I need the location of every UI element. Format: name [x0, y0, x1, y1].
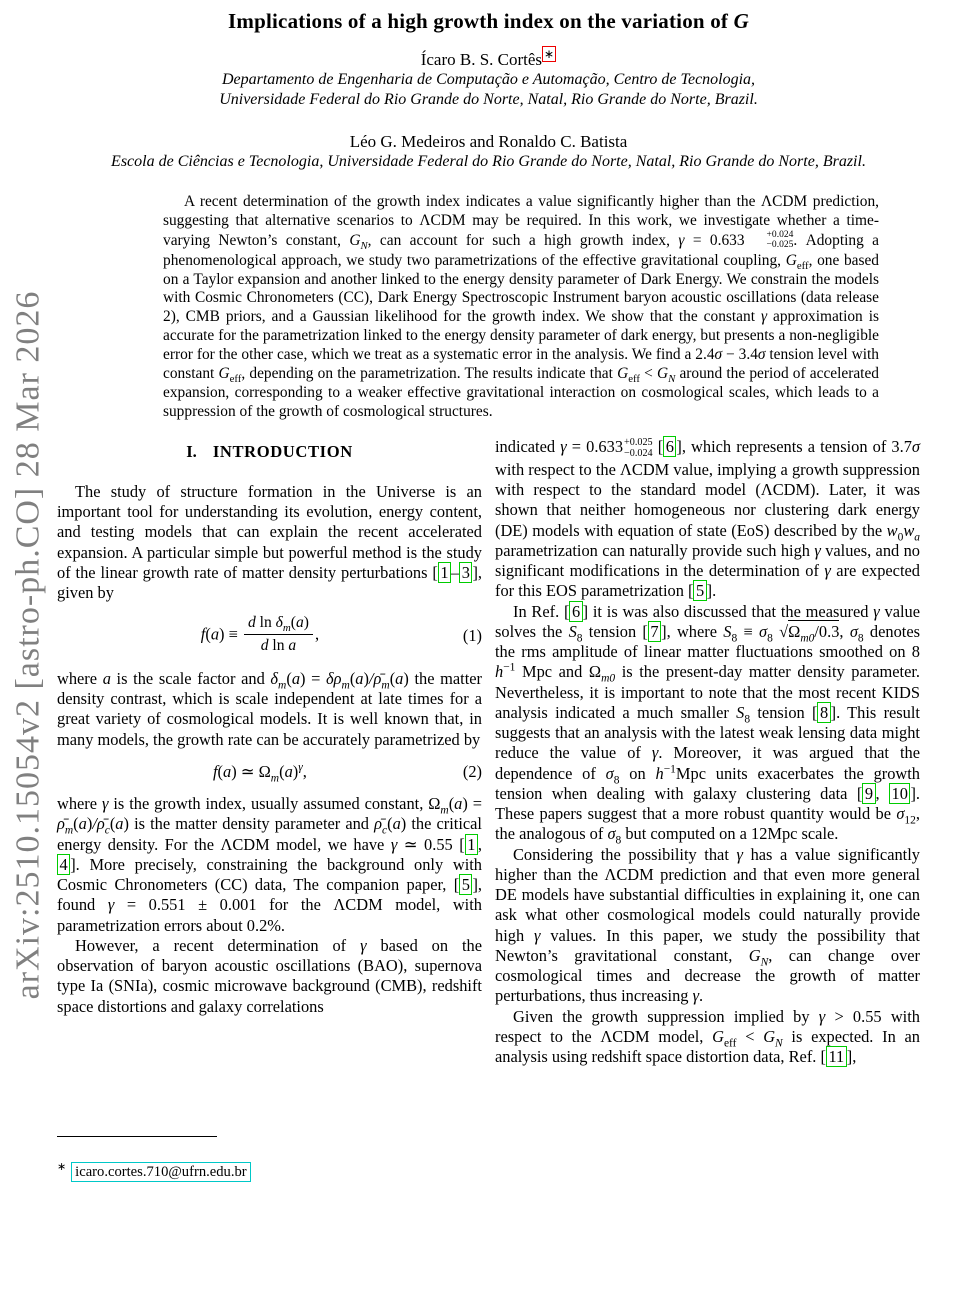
intro-paragraph-1: The study of structure formation in the Universe is an important tool for understanding its evolution, energy content, and testing models that can explain the recent accelerated expansion. A particular simple but powerful method is the study of the linear growth rate of matter density perturbations [ 1 – 3 ], given by: [57, 481, 482, 603]
citation-link[interactable]: 3: [459, 562, 472, 583]
footnote-block: [57, 1136, 487, 1181]
citation-link[interactable]: 1: [438, 562, 451, 583]
citation-link[interactable]: 5: [693, 580, 706, 601]
author-line-2: [57, 132, 920, 152]
citation-link[interactable]: 9: [862, 783, 875, 804]
section-heading-introduction: [57, 442, 482, 462]
affiliation-1-line-1: Departamento de Engenharia de Computação e Automação, Centro de Tecnologia,: [221, 71, 756, 88]
left-column: [57, 437, 482, 1067]
intro-paragraph-4: However, a recent determination of γ based on the observation of baryon acoustic oscillations (BAO), supernova type Ia (SNIa), cosmic microwave background (CMB), redshift space distortions and galaxy correlations: [57, 935, 482, 1016]
abstract: A recent determination of the growth index indicates a value significantly higher than the ΛCDM prediction, suggesting that alternative scenarios to ΛCDM may be required. In this work, we investigate whether a time-varying Newton’s constant, $G_N$, can account for such a high growth index, γ = 0.633 +0.024 −0.025 . Adopting a phenomenological approach, we study two parametrizations of the effective gravitational coupling, $G_{eff}$, one based on a Taylor expansion and another linked to the energy density parameter of Dark Energy. We constrain the models with Cosmic Chronometers (CC), Dark Energy Spectroscopic Instrument baryon acoustic oscillations (data release 2), CMB priors, and a Gaussian likelihood for the growth index. We show that the constant γ approximation is accurate for the parametrization linked to the energy density parameter of dark energy, but presents a non-negligible error for the other case, which we treat as a systematic error in the analysis. We find a 2.4σ − 3.4σ tension level with constant $G_{eff}$, depending on the parametrization. The results indicate that $G_{eff} < G_N$ around the period of accelerated expansion, corresponding to a weaker effective gravitational interaction on cosmological scales, which leads to a suppression of the growth of cosmological structures.: [163, 193, 879, 420]
affiliation-2-line-1: Escola de Ciências e Tecnologia, Universidade Federal do Rio Grande do Norte, Natal, Rio Grande do Norte, Brazil.: [111, 153, 866, 171]
arxiv-watermark: [0, 0, 57, 1290]
citation-link[interactable]: 6: [569, 601, 582, 622]
author-name: Ícaro B. S. Cortês: [420, 50, 543, 69]
author-line-1: [57, 47, 920, 70]
paper-title: Implications of a high growth index on the variation of G: [228, 9, 749, 33]
intro-paragraph-7: Considering the possibility that γ has a value significantly higher than the ΛCDM prediction and that even more general DE models have substantial difficulties in explaining it, one can ask what other cosmological models could naturally provide high γ values. In this paper, we study the possibility that Newton’s gravitational constant, $G_N$, can change over cosmological times and decrease the growth of matter perturbations, thus increasing γ.: [495, 844, 920, 1006]
equation-2: [57, 761, 482, 785]
equation-1: [57, 615, 482, 656]
intro-paragraph-5: indicated γ = 0.633 +0.025 −0.024 [ 6 ], which represents a tension of 3.7σ with respect to the ΛCDM value, implying a growth suppression with respect to the standard model (ΛCDM). Later, it was shown that neither homogeneous nor clustering dark energy (DE) models with equation of state (EoS) described by the $w_0w_a$ parametrization can naturally provide such high γ values, and no significant modifications in the determination of γ are expected for this EOS parametrization [ 5 ].: [495, 436, 920, 601]
paper-content: [57, 0, 920, 1067]
affiliation-1-line-2: Universidade Federal do Rio Grande do Norte, Natal, Rio Grande do Norte, Brazil.: [219, 90, 758, 108]
footnote-email-line: [57, 1161, 487, 1181]
two-column-body: [57, 437, 920, 1067]
fraction: $\frac{d \ln \delta_m(a)}{\text{d ln a}}$: [244, 613, 313, 654]
right-column: [495, 437, 920, 1067]
citation-link[interactable]: 10: [889, 783, 910, 804]
intro-paragraph-2: where a is the scale factor and $\delta_m(a)$ = $\delta\rho_m(a)/\rhō_m(a)$ the matter density contrast, which is scale independent at late times for a great variety of cosmological models. It is well known that, in many models, the growth rate can be accurately parametrized by: [57, 668, 483, 749]
author-name: Léo G. Medeiros and Ronaldo C. Batista: [349, 132, 628, 152]
intro-paragraph-8: Given the growth suppression implied by γ > 0.55 with respect to the ΛCDM model, $G_{eff} < G_N$ is expected. In an analysis using redshift space distortion data, Ref. [ 11 ],: [495, 1006, 920, 1067]
author-footnote-mark[interactable]: ∗: [544, 47, 555, 62]
citation-link[interactable]: 11: [826, 1046, 847, 1067]
citation-link[interactable]: 7: [648, 621, 661, 642]
intro-paragraph-3: where γ is the growth index, usually assumed constant, $\Omega_m(a)$ = $\rhō_m(a)/\rhō_c(a)$ is the matter density parameter and $\rhō_c(a)$ the critical energy density. For the ΛCDM model, we have γ ≃ 0.55 [ 1 , 4 ]. More precisely, constraining the background only with Cosmic Chronometers (CC) data, The companion paper, [ 5 ], found γ = 0.551 ± 0.001 for the ΛCDM model, with parametrization errors about 0.2%.: [57, 794, 482, 935]
citation-link[interactable]: 5: [459, 874, 472, 895]
email-link[interactable]: icaro.cortes.710@ufrn.edu.br: [71, 1162, 250, 1182]
equation-1-body: f(a) ≡ $\frac{d \ln \delta_m(a)}{\text{d ln a}}$ ,: [200, 614, 320, 654]
intro-paragraph-6: In Ref. [ 6 ] it is was also discussed that the measured γ value solves the $S_8$ tension [ 7 ], where $S_8 \equiv \sigma_8$ $√\Omega_{m0}/0.3$, $\sigma_8$ denotes the rms amplitude of linear matter fluctuations smoothed on 8 $h^{-1}$ Mpc and $\Omega_{m0}$ is the present-day matter density parameter. Nevertheless, it is important to note that the most recent KIDS analysis indicated a much smaller $S_8$ tension [ 8 ]. This result suggests that an analysis with the latest weak lensing data might reduce the value of γ. Moreover, it was argued that the dependence of $\sigma_8$ on $h^{-1}Mpc$ units exacerbates the growth tension when dealing with galaxy clustering data [ 9 , 10 ]. These papers suggest that a more robust quantity would be $\sigma_{12}$, the analogous of $\sigma_8$ but computed on a 12Mpc scale.: [495, 601, 921, 847]
citation-link[interactable]: 1: [465, 834, 478, 855]
section-title: INTRODUCTION: [212, 442, 353, 462]
citation-link[interactable]: 4: [57, 854, 70, 875]
citation-link[interactable]: 8: [817, 702, 830, 723]
equation-2-body: f(a) ≃ $\Omega_m(a)^\gamma$,: [212, 761, 307, 785]
citation-link[interactable]: 6: [663, 436, 676, 457]
footnote-rule: [57, 1136, 217, 1137]
section-number: I.: [186, 442, 197, 462]
arxiv-watermark-text: arXiv:2510.15054v2 [astro-ph.CO] 28 Mar 2026: [9, 290, 47, 1000]
equation-2-number: (2): [462, 761, 482, 781]
footnote-marker: ∗: [57, 1161, 67, 1174]
equation-1-number: (1): [462, 626, 482, 646]
